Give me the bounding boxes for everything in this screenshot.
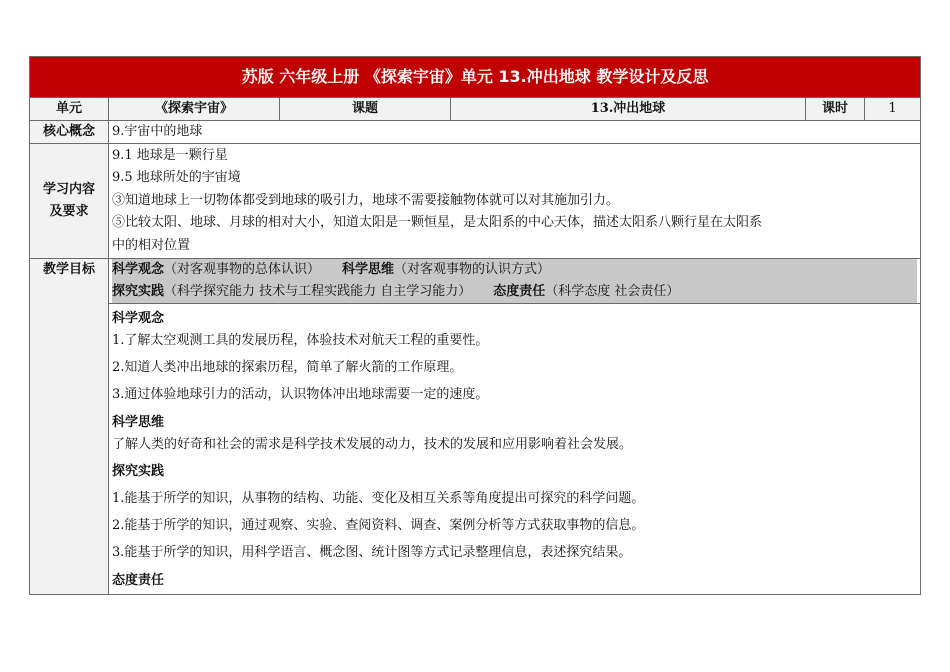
goals-detail-row <box>30 304 921 595</box>
lesson-value: 13.冲出地球 <box>451 98 806 121</box>
practice-heading: 探究实践 <box>112 464 165 479</box>
learning-item: 9.5 地球所处的宇宙境 <box>112 170 241 186</box>
goals-detail <box>109 304 921 595</box>
learning-row <box>30 144 921 259</box>
unit-label: 单元 <box>30 98 109 121</box>
learning-item: ③知道地球上一切物体都受到地球的吸引力，地球不需要接触物体就可以对其施加引力。 <box>112 192 620 208</box>
thinking-heading: 科学思维 <box>112 415 165 430</box>
bar2-b-title: 态度责任 <box>493 284 546 299</box>
bar2-a-title: 探究实践 <box>112 284 165 299</box>
concept-item: 3.通过体验地球引力的活动，认识物体冲出地球需要一定的速度。 <box>112 387 489 402</box>
header-row <box>30 98 921 121</box>
bar2-a-desc: （科学探究能力 技术与工程实践能力 自主学习能力） <box>164 284 472 299</box>
concept-item: 2.知道人类冲出地球的探索历程，简单了解火箭的工作原理。 <box>112 360 463 375</box>
goals-label: 教学目标 <box>30 259 109 595</box>
page-title: 苏版 六年级上册 《探索宇宙》单元 13.冲出地球 教学设计及反思 <box>30 57 921 98</box>
goals-bar-1 <box>112 259 917 281</box>
lesson-plan-page <box>29 56 920 595</box>
concept-item: 1.了解太空观测工具的发展历程，体验技术对航天工程的重要性。 <box>112 333 489 348</box>
bar2-b-desc: （科学态度 社会责任） <box>545 284 680 299</box>
core-concept-row <box>30 121 921 144</box>
learning-item: 中的相对位置 <box>112 237 191 253</box>
learning-label-line2: 及要求 <box>49 204 89 219</box>
learning-label <box>30 144 109 259</box>
practice-item: 2.能基于所学的知识，通过观察、实验、查阅资料、调查、案例分析等方式获取事物的信息。 <box>112 518 645 533</box>
periods-value: 1 <box>865 98 921 121</box>
practice-item: 1.能基于所学的知识，从事物的结构、功能、变化及相互关系等角度提出可探究的科学问题。 <box>112 491 645 506</box>
core-concept-value: 9.宇宙中的地球 <box>109 121 921 144</box>
bar1-a-desc: （对客观事物的总体认识） <box>164 262 321 277</box>
core-concept-label: 核心概念 <box>30 121 109 144</box>
learning-item: ⑤比较太阳、地球、月球的相对大小，知道太阳是一颗恒星，是太阳系的中心天体，描述太阳系八颗行星在太阳系 <box>112 215 763 231</box>
periods-label: 课时 <box>806 98 865 121</box>
unit-value: 《探索宇宙》 <box>109 98 280 121</box>
goals-summary-row <box>30 259 921 304</box>
goals-bars <box>109 259 921 304</box>
lesson-plan-table <box>29 56 921 595</box>
attitude-heading: 态度责任 <box>112 573 165 588</box>
learning-item: 9.1 地球是一颗行星 <box>112 147 228 163</box>
learning-content <box>109 144 921 259</box>
concept-heading: 科学观念 <box>112 311 165 326</box>
thinking-item: 了解人类的好奇和社会的需求是科学技术发展的动力，技术的发展和应用影响着社会发展。 <box>112 437 633 452</box>
lesson-label: 课题 <box>280 98 451 121</box>
bar1-a-title: 科学观念 <box>112 262 165 277</box>
practice-item: 3.能基于所学的知识，用科学语言、概念图、统计图等方式记录整理信息，表述探究结果。 <box>112 545 632 560</box>
learning-label-line1: 学习内容 <box>42 182 95 197</box>
goals-bar-2 <box>112 281 917 303</box>
bar1-b-desc: （对客观事物的认识方式） <box>394 262 551 277</box>
bar1-b-title: 科学思维 <box>342 262 395 277</box>
